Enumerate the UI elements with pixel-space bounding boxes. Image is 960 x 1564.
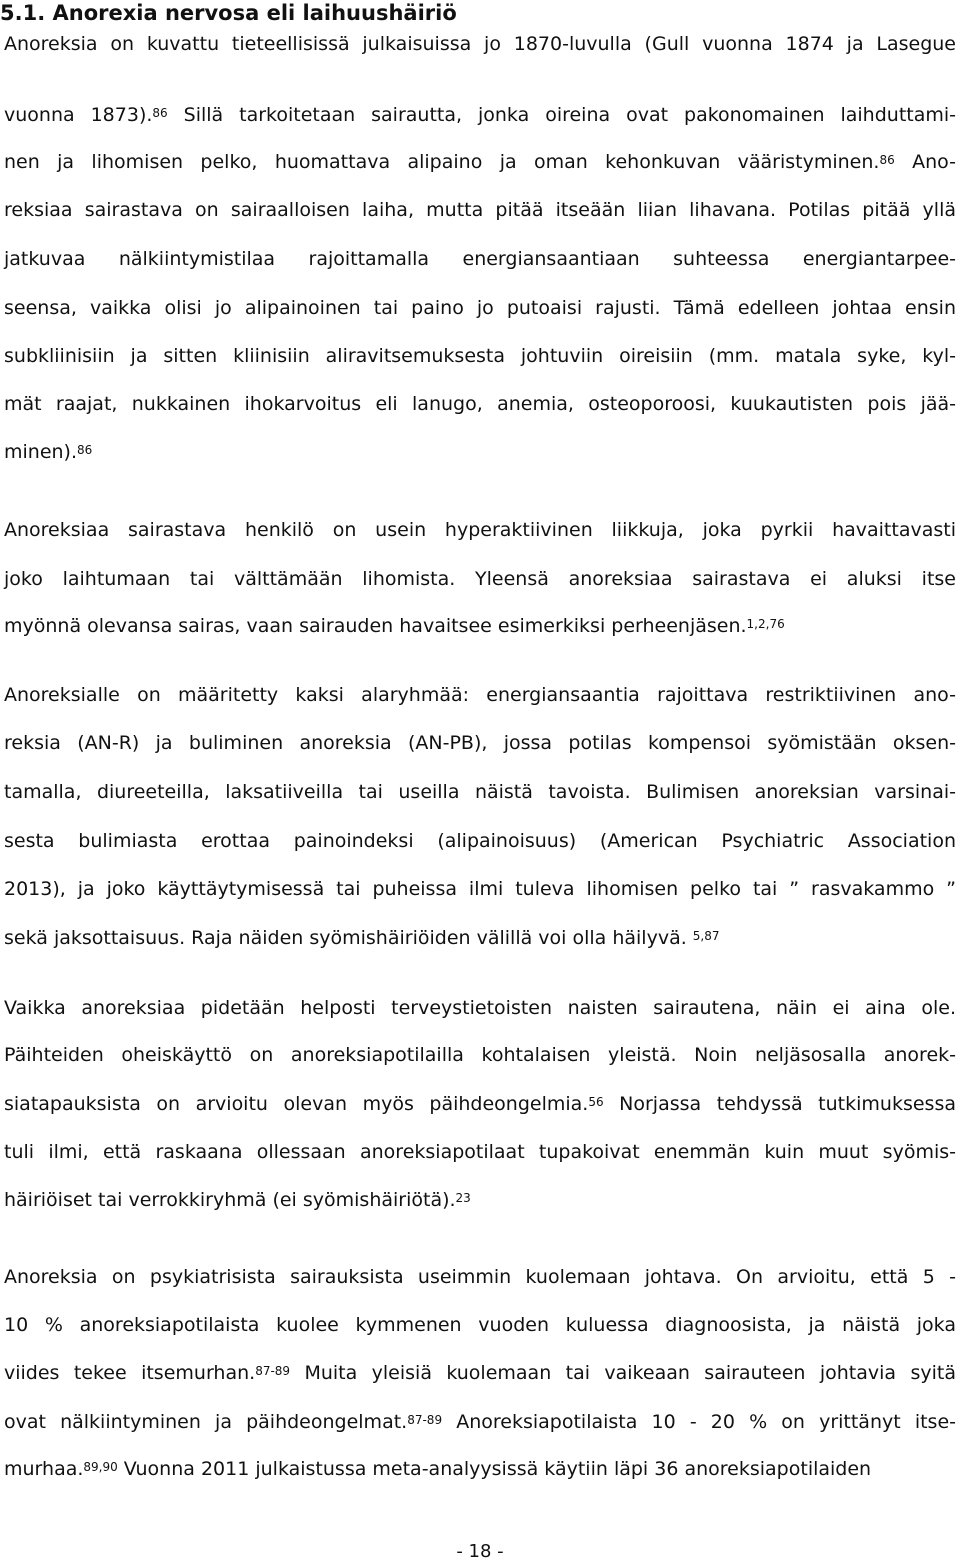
- text-line: [4, 150, 956, 174]
- text-line: 2013), ja joko käyttäytymisessä tai puheissa ilmi tuleva lihomisen pelko tai ” rasvakammo ”: [4, 878, 956, 900]
- text-line: sesta bulimiasta erottaa painoindeksi (alipainoisuus) (American Psychiatric Association: [4, 830, 956, 852]
- line-text: murhaa.: [4, 1458, 84, 1480]
- text-line: tuli ilmi, että raskaana ollessaan anoreksiapotilaat tupakoivat enemmän kuin muut syömis-: [4, 1141, 956, 1163]
- citation-reference: 86: [152, 106, 168, 120]
- line-text: häiriöiset tai verrokkiryhmä (ei syömishäiriötä).: [4, 1189, 456, 1211]
- text-line: Päihteiden oheiskäyttö on anoreksiapotilailla kohtalaisen yleistä. Noin neljäsosalla anorek-: [4, 1044, 956, 1066]
- text-line: subkliinisiin ja sitten kliinisiin aliravitsemuksesta johtuviin oireisiin (mm. matala syke, kyl-: [4, 345, 956, 367]
- section-heading: 5.1. Anorexia nervosa eli laihuushäiriö: [0, 1, 457, 25]
- text-line: [4, 926, 720, 950]
- line-text: viides tekee itsemurhan.: [4, 1362, 256, 1384]
- text-line: Anoreksia on psykiatrisista sairauksista useimmin kuolemaan johtava. On arvioitu, että 5 -: [4, 1266, 956, 1288]
- text-line: joko laihtumaan tai välttämään lihomista. Yleensä anoreksiaa sairastava ei aluksi itse: [4, 568, 956, 590]
- citation-reference: 23: [455, 1191, 471, 1205]
- text-line: seensa, vaikka olisi jo alipainoinen tai paino jo putoaisi rajusti. Tämä edelleen johtaa ensin: [4, 297, 956, 319]
- text-line: [4, 1361, 956, 1385]
- line-text: nen ja lihomisen pelko, huomattava alipaino ja oman kehonkuvan vääristyminen.: [4, 151, 880, 173]
- text-line: [4, 1188, 471, 1212]
- citation-reference: 5,87: [692, 929, 720, 943]
- text-line: reksiaa sairastava on sairaalloisen laiha, mutta pitää itseään liian lihavana. Potilas pitää yllä: [4, 199, 956, 221]
- line-text: siatapauksista on arvioitu olevan myös päihdeongelmia.: [4, 1093, 589, 1115]
- line-text: Ano-: [894, 151, 956, 173]
- text-line: [4, 103, 956, 127]
- citation-reference: 1,2,76: [746, 617, 785, 631]
- line-text: minen).: [4, 441, 78, 463]
- text-line: reksia (AN-R) ja buliminen anoreksia (AN-PB), jossa potilas kompensoi syömistään oksen-: [4, 732, 956, 754]
- line-text: Sillä tarkoitetaan sairautta, jonka oireina ovat pakonomainen laihduttami-: [167, 104, 957, 126]
- text-line: Anoreksiaa sairastava henkilö on usein hyperaktiivinen liikkuja, joka pyrkii havaittavasti: [4, 519, 956, 541]
- text-line: 10 % anoreksiapotilaista kuolee kymmenen vuoden kuluessa diagnoosista, ja näistä joka: [4, 1314, 956, 1336]
- citation-reference: 87-89: [255, 1364, 291, 1378]
- text-line: [4, 1457, 871, 1481]
- text-line: Vaikka anoreksiaa pidetään helposti terveystietoisten naisten sairautena, näin ei aina ole.: [4, 997, 956, 1019]
- line-text: Vuonna 2011 julkaistussa meta-analyysissä käytiin läpi 36 anoreksiapotilaiden: [117, 1458, 872, 1480]
- line-text: ovat nälkiintyminen ja päihdeongelmat.: [4, 1411, 408, 1433]
- citation-reference: 86: [77, 443, 93, 457]
- text-line: [4, 614, 785, 638]
- citation-reference: 56: [588, 1095, 604, 1109]
- citation-reference: 86: [879, 153, 895, 167]
- page-number: - 18 -: [456, 1541, 504, 1562]
- line-text: Norjassa tehdyssä tutkimuksessa: [603, 1093, 956, 1115]
- citation-reference: 87-89: [407, 1413, 443, 1427]
- text-line: mät raajat, nukkainen ihokarvoitus eli lanugo, anemia, osteoporoosi, kuukautisten pois jää-: [4, 393, 956, 415]
- text-line: [4, 1410, 956, 1434]
- line-text: vuonna 1873).: [4, 104, 153, 126]
- text-line: tamalla, diureeteilla, laksatiiveilla tai useilla näistä tavoista. Bulimisen anoreksian varsinai-: [4, 781, 956, 803]
- text-line: Anoreksia on kuvattu tieteellisissä julkaisuissa jo 1870-luvulla (Gull vuonna 1874 ja Lasegue: [4, 33, 956, 55]
- line-text: Anoreksiapotilaista 10 - 20 % on yrittänyt itse-: [442, 1411, 956, 1433]
- citation-reference: 89,90: [83, 1460, 118, 1474]
- text-line: jatkuvaa nälkiintymistilaa rajoittamalla energiansaantiaan suhteessa energiantarpee-: [4, 248, 956, 270]
- line-text: Muita yleisiä kuolemaan tai vaikeaan sairauteen johtavia syitä: [290, 1362, 956, 1384]
- line-text: myönnä olevansa sairas, vaan sairauden havaitsee esimerkiksi perheenjäsen.: [4, 615, 747, 637]
- line-text: sekä jaksottaisuus. Raja näiden syömishäiriöiden välillä voi olla häilyvä.: [4, 927, 693, 949]
- text-line: [4, 1092, 956, 1116]
- text-line: Anoreksialle on määritetty kaksi alaryhmää: energiansaantia rajoittava restriktiivinen ano-: [4, 684, 956, 706]
- text-line: [4, 440, 92, 464]
